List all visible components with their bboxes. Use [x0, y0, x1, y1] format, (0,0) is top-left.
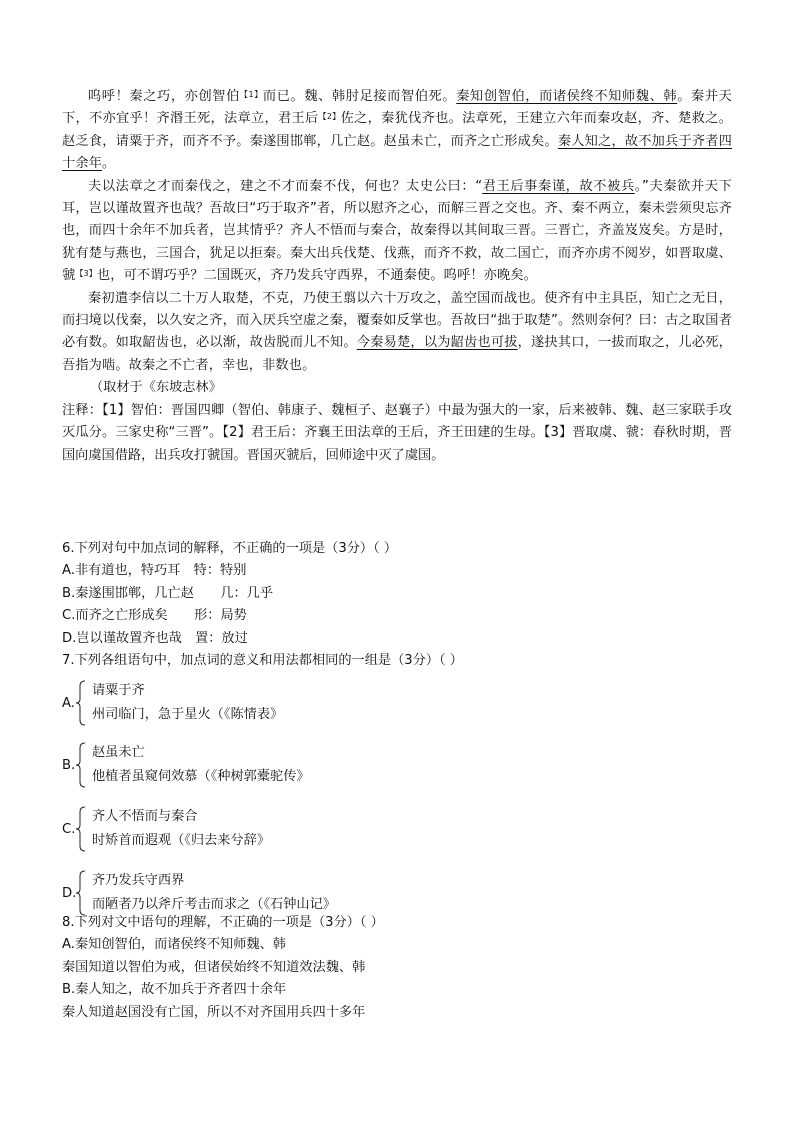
question-6-option-d: D.岂以谨故置齐也哉 置：放过	[62, 630, 248, 646]
curly-brace-icon	[75, 870, 87, 916]
question-6-option-b: B.秦遂围邯郸，几亡赵 几：几乎	[62, 585, 274, 601]
option-line-2: 州司临门，急于星火（《陈情表》	[92, 707, 284, 723]
option-label: A.	[62, 696, 75, 712]
option-line-1: 齐人不悟而与秦合	[92, 809, 198, 825]
question-7-option-a	[62, 680, 732, 728]
option-label: C.	[62, 822, 76, 838]
question-6-option-a: A.非有道也，特巧耳 特：特别	[62, 563, 247, 579]
text-run: 佐之，秦犹伐齐也。法章死，王建立六年而秦攻赵，齐、楚救之。赵乏食，请粟于齐，而齐不予。秦遂围邯郸，几亡赵。赵虽未亡，而齐之亡形成矣。	[62, 111, 732, 149]
option-line-1: 齐乃发兵守西界	[92, 873, 185, 889]
curly-brace-icon	[75, 680, 87, 726]
passage-paragraph-2	[62, 176, 732, 288]
question-7-option-b	[62, 742, 732, 790]
text-run: ，遂抉其口，一拔而取之，儿必死，吾指为啮。故秦之不亡者，幸也，非数也。	[62, 335, 732, 373]
question-7-stem: 7.下列各组语句中，加点词的意义和用法都相同的一组是（3分）（ ）	[62, 653, 463, 668]
option-line-2: 他植者虽窥伺效慕（《种树郭橐驼传》	[92, 769, 310, 785]
option-line-2: 时矫首而遐观（《归去来兮辞》	[92, 833, 271, 849]
text-run: 呜呼！秦之巧，亦创智伯	[88, 89, 240, 104]
underlined-sentence: 秦人知之，故不加兵于齐者四十余年	[62, 133, 732, 172]
text-run: 而已。魏、韩肘足接而智伯死。	[262, 89, 457, 104]
underlined-sentence: 今秦易楚，以为龆齿也可拔	[356, 335, 518, 351]
option-line-2: 而陋者乃以斧斤考击而求之（《石钟山记》	[92, 897, 336, 913]
question-8	[62, 912, 732, 1024]
curly-brace-icon	[75, 742, 87, 788]
text-run: 秦初遣李信以二十万人取楚，不克，乃使王翦以六十万攻之，盖空国而战也。使齐有中主具臣，知亡之无日，而扫境以伐秦，以久安之齐，而入厌兵空虚之秦，覆秦如反掌也。吾故曰“拙于取楚”。然则奈何？曰：古之取国者必有数。如取龆齿也，必以渐，故齿脱而儿不知。	[62, 290, 732, 351]
footnote-marker: 【3】	[75, 269, 97, 279]
option-label: D.	[62, 886, 77, 902]
text-run: 也，可不谓巧乎？二国既灭，齐乃发兵守西界，不通秦使。呜呼！亦晚矣。	[96, 268, 538, 284]
underlined-sentence: 君王后事秦谨，故不被兵	[482, 178, 635, 194]
passage-paragraph-3	[62, 288, 732, 378]
question-8-option-b-gloss: 秦人知道赵国没有亡国，所以不对齐国用兵四十多年	[62, 1004, 366, 1020]
question-8-option-b: B.秦人知之，故不加兵于齐者四十余年	[62, 982, 287, 998]
question-8-option-a: A.秦知创智伯，而诸侯终不知师魏、韩	[62, 937, 286, 953]
text-run: 。秦并天下，不亦宜乎！齐湣王死，法章立，君王后	[62, 89, 732, 127]
option-line-1: 赵虽未亡	[92, 745, 145, 761]
text-run: 夫以法章之才而秦伐之，建之不才而秦不伐，何也？太史公曰：“	[88, 178, 483, 194]
question-6-option-c: C.而齐之亡形成矣 形：局势	[62, 608, 247, 624]
curly-brace-icon	[75, 806, 87, 852]
source-line: （取材于《东坡志林》	[90, 380, 222, 396]
question-6	[62, 538, 732, 650]
passage-paragraph-1	[62, 86, 732, 176]
footnote-marker: 【2】	[318, 112, 341, 122]
question-8-stem: 8.下列对文中语句的理解，不正确的一项是（3分）（ ）	[62, 915, 384, 930]
option-label: B.	[62, 758, 76, 774]
question-6-stem: 6.下列对句中加点词的解释，不正确的一项是（3分）（ ）	[62, 541, 398, 556]
question-7	[62, 650, 732, 928]
option-line-1: 请粟于齐	[92, 683, 145, 699]
question-7-option-c	[62, 806, 732, 854]
underlined-sentence: 秦知创智伯，而诸侯终不知师魏、韩	[456, 89, 678, 104]
annotations: 注释：【1】智伯：晋国四卿（智伯、韩康子、魏桓子、赵襄子）中最为强大的一家，后来被韩、魏、赵三家联手攻灭瓜分。三家史称“三晋”。【2】君王后：齐襄王田法章的王后，齐王田建的生母。【3】晋取虞、虢：春秋时期，晋国向虞国借路，出兵攻打虢国。晋国灭虢后，回师途中灭了虞国。	[62, 402, 732, 463]
passage	[62, 86, 732, 467]
text-run: 。	[102, 156, 116, 172]
text-run: 。”夫秦欲并天下耳，岂以谨故置齐也哉？吾故曰“巧于取齐”者，所以慰齐之心，而解三晋之交也。齐、秦不两立，秦未尝须臾忘齐也，而四十余年不加兵者，岂其情乎？齐人不悟而与秦合，故秦得以其间取三晋。三晋亡，齐盖岌岌矣。方是时，犹有楚与燕也，三国合，犹足以拒秦。秦大出兵伐楚、伐燕，而齐不救，故二国亡，而齐亦虏不阅岁，如晋取虞、虢	[62, 178, 732, 284]
question-8-option-a-gloss: 秦国知道以智伯为戒，但诸侯始终不知道效法魏、韩	[62, 959, 366, 975]
footnote-marker: 【1】	[239, 90, 263, 99]
